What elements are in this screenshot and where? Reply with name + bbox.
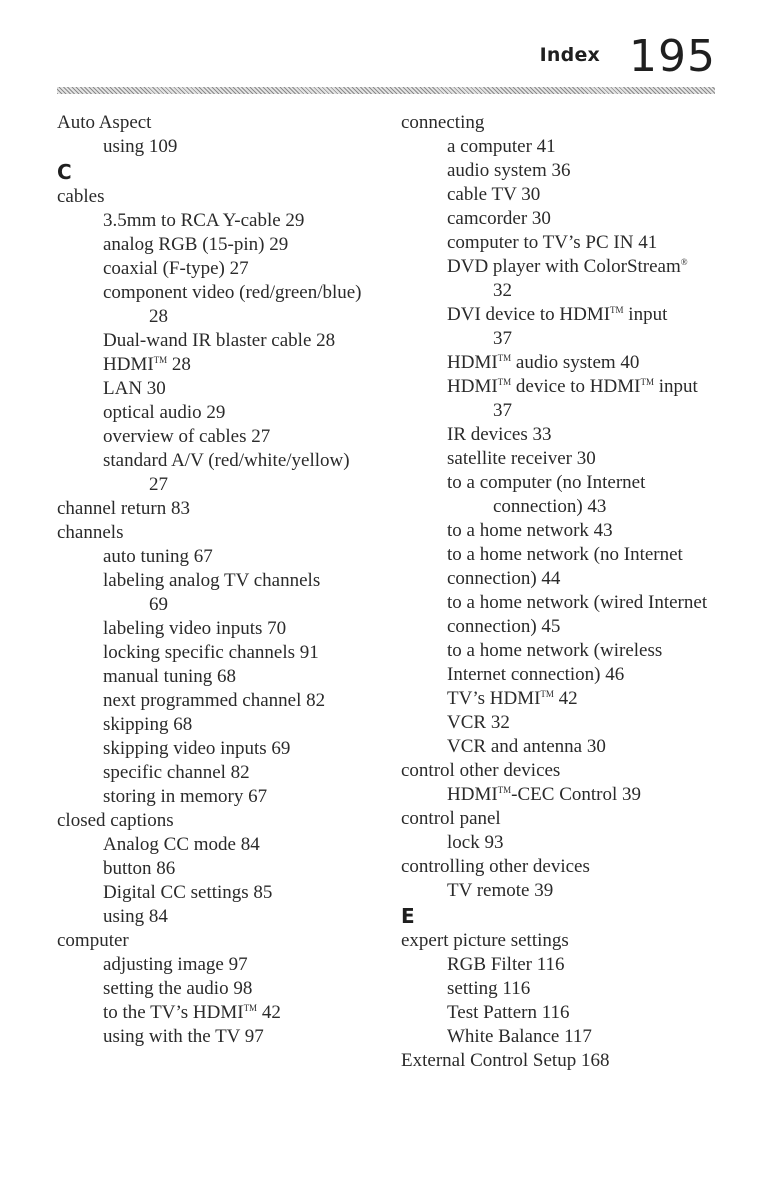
page-number: 195 [629,31,716,82]
entry-text: using with the TV 97 [103,1026,264,1047]
entry-text: auto tuning 67 [103,546,213,567]
index-entry [401,807,746,831]
entry-text-rest: 42 [553,688,578,709]
entry-text: White Balance 117 [447,1026,592,1047]
entry-text: connection) 43 [493,496,607,517]
trademark-mark: TM [497,353,512,363]
index-subentry [57,737,397,761]
index-subentry [57,281,397,305]
index-subentry [401,711,746,735]
index-continuation [57,593,397,617]
index-entry [57,521,397,545]
index-subentry [401,953,746,977]
index-entry [401,929,746,953]
entry-text: to a home network (wired Internet [447,592,708,613]
index-subentry [57,833,397,857]
entry-text: control panel [401,808,501,829]
entry-text-rest: audio system 40 [511,352,640,373]
index-entry [57,929,397,953]
index-subentry [401,1001,746,1025]
trademark-mark: TM [640,377,654,387]
entry-text-rest: -CEC Control 39 [511,784,642,805]
index-subentry [401,567,746,591]
entry-text: optical audio 29 [103,402,226,423]
entry-text-rest: 42 [257,1002,281,1023]
entry-text: 28 [149,306,168,327]
entry-text: Internet connection) 46 [447,664,625,685]
entry-text: connection) 45 [447,616,561,637]
entry-text: specific channel 82 [103,762,250,783]
entry-text-rest: device to HDMI [511,376,641,397]
entry-text: 37 [493,328,512,349]
entry-text: channel return 83 [57,498,190,519]
index-subentry [57,545,397,569]
entry-text: connecting [401,112,485,133]
entry-text: manual tuning 68 [103,666,236,687]
entry-text: coaxial (F-type) 27 [103,258,249,279]
entry-text: storing in memory 67 [103,786,268,807]
index-entry [401,1049,746,1073]
entry-text: DVD player with ColorStream [447,256,681,277]
entry-text: LAN 30 [103,378,166,399]
index-subentry [401,303,746,327]
index-subentry [401,735,746,759]
index-subentry [57,977,397,1001]
index-subentry [401,423,746,447]
entry-text: to a computer (no Internet [447,472,646,493]
entry-text: HDMI [447,352,498,373]
entry-text: Analog CC mode 84 [103,834,260,855]
index-subentry [401,135,746,159]
index-subentry [401,831,746,855]
entry-text: expert picture settings [401,930,569,951]
index-subentry [401,639,746,663]
index-subentry [401,231,746,255]
index-subentry [57,135,397,159]
index-subentry [57,953,397,977]
entry-text: control other devices [401,760,561,781]
index-subentry [57,617,397,641]
entry-text: 69 [149,594,168,615]
index-subentry [57,857,397,881]
index-subentry [57,785,397,809]
entry-text: IR devices 33 [447,424,552,445]
index-entry [401,759,746,783]
index-subentry [57,689,397,713]
index-subentry [401,255,746,279]
index-subentry [57,641,397,665]
index-column-left [57,111,397,1049]
trademark-mark: TM [540,689,554,699]
index-subentry [401,351,746,375]
index-continuation [57,305,397,329]
index-subentry [401,447,746,471]
entry-text: a computer 41 [447,136,556,157]
page-header [0,0,772,100]
entry-text: standard A/V (red/white/yellow) [103,450,350,471]
entry-text: closed captions [57,810,174,831]
entry-text: cable TV 30 [447,184,541,205]
index-continuation [401,279,746,303]
index-entry [57,111,397,135]
index-subentry [401,207,746,231]
index-entry [401,111,746,135]
entry-text: adjusting image 97 [103,954,248,975]
index-column-right [401,111,746,1073]
entry-text: 32 [493,280,512,301]
entry-text: RGB Filter 116 [447,954,565,975]
entry-text: VCR and antenna 30 [447,736,606,757]
entry-text: Dual-wand IR blaster cable 28 [103,330,336,351]
entry-text: next programmed channel 82 [103,690,326,711]
entry-text: overview of cables 27 [103,426,271,447]
index-subentry [401,375,746,399]
entry-text: 3.5mm to RCA Y-cable 29 [103,210,305,231]
entry-text: HDMI [447,376,498,397]
index-subentry [57,665,397,689]
index-entry [57,497,397,521]
entry-text: satellite receiver 30 [447,448,596,469]
entry-text: analog RGB (15-pin) 29 [103,234,289,255]
index-subentry [57,905,397,929]
index-entry [57,809,397,833]
trademark-mark: TM [243,1003,258,1013]
index-subentry [401,159,746,183]
index-subentry [401,183,746,207]
entry-text: button 86 [103,858,176,879]
entry-text-rest: 28 [167,354,191,375]
entry-text: using 109 [103,136,178,157]
trademark-mark: TM [610,305,624,315]
section-title: Index [539,44,600,66]
trademark-mark: TM [497,785,512,795]
index-subentry [57,713,397,737]
entry-text: HDMI [447,784,498,805]
index-continuation [401,495,746,519]
index-continuation [401,327,746,351]
entry-text: 27 [149,474,168,495]
entry-text: to a home network (no Internet [447,544,683,565]
index-section-letter: C [57,160,72,184]
index-subentry [57,401,397,425]
entry-text: labeling video inputs 70 [103,618,287,639]
index-subentry [57,761,397,785]
entry-text: TV’s HDMI [447,688,541,709]
header-rule [57,87,715,94]
entry-text: Test Pattern 116 [447,1002,570,1023]
entry-text: computer to TV’s PC IN 41 [447,232,658,253]
entry-text: computer [57,930,129,951]
index-subentry [401,615,746,639]
trademark-mark: TM [153,355,168,365]
index-subentry [57,257,397,281]
index-subentry [401,519,746,543]
entry-text: VCR 32 [447,712,510,733]
index-subentry [57,209,397,233]
index-subentry [57,425,397,449]
entry-text: lock 93 [447,832,504,853]
entry-text: HDMI [103,354,154,375]
index-subentry [401,977,746,1001]
index-subentry [401,687,746,711]
entry-text: setting 116 [447,978,531,999]
entry-text: DVI device to HDMI [447,304,611,325]
index-entry [57,185,397,209]
entry-text: TV remote 39 [447,880,554,901]
trademark-mark: ® [680,257,688,267]
entry-text: Auto Aspect [57,112,152,133]
entry-text: Digital CC settings 85 [103,882,273,903]
entry-text: audio system 36 [447,160,571,181]
index-subentry [57,353,397,377]
entry-text: channels [57,522,124,543]
entry-text-rest: input [623,304,668,325]
index-continuation [57,473,397,497]
index-subentry [401,783,746,807]
entry-text: setting the audio 98 [103,978,253,999]
entry-text: controlling other devices [401,856,590,877]
index-subentry [401,663,746,687]
index-subentry [57,329,397,353]
entry-text: labeling analog TV channels [103,570,321,591]
entry-text: camcorder 30 [447,208,551,229]
entry-text: component video (red/green/blue) [103,282,362,303]
entry-text: using 84 [103,906,168,927]
index-subentry [401,591,746,615]
index-entry [401,855,746,879]
index-subentry [57,1025,397,1049]
entry-text: skipping 68 [103,714,193,735]
entry-text: connection) 44 [447,568,561,589]
entry-text: cables [57,186,105,207]
entry-text-rest: input [653,376,698,397]
index-subentry [401,543,746,567]
entry-text: locking specific channels 91 [103,642,319,663]
entry-text: to a home network 43 [447,520,613,541]
index-subentry [57,881,397,905]
index-subentry [57,377,397,401]
index-subentry [401,1025,746,1049]
index-subentry [401,879,746,903]
entry-text: skipping video inputs 69 [103,738,291,759]
index-subentry [57,449,397,473]
index-continuation [401,399,746,423]
entry-text: to a home network (wireless [447,640,663,661]
entry-text: to the TV’s HDMI [103,1002,244,1023]
index-subentry [401,471,746,495]
entry-text: 37 [493,400,512,421]
index-subentry [57,1001,397,1025]
index-subentry [57,569,397,593]
index-section-letter: E [401,904,415,928]
entry-text: External Control Setup 168 [401,1050,610,1071]
index-subentry [57,233,397,257]
trademark-mark: TM [497,377,512,387]
